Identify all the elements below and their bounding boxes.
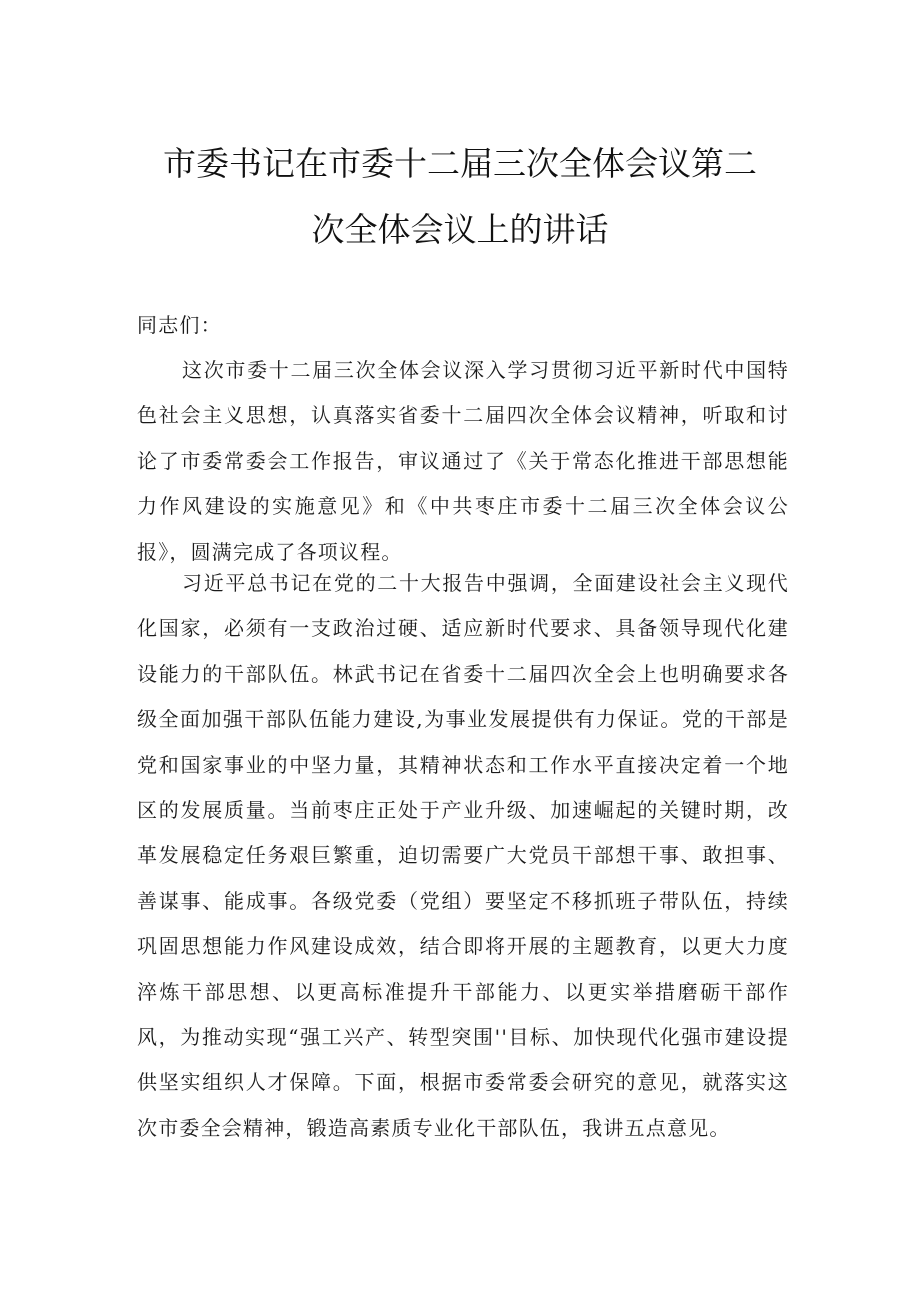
document-title-line-2: 次全体会议上的讲话	[311, 210, 609, 249]
paragraph-1: 这次市委十二届三次全体会议深入学习贯彻习近平新时代中国特色社会主义思想，认真落实省委十二届四次全体会议精神，听取和讨论了市委常委会工作报告，审议通过了《关于常态化推进干部思想能力作风建设的实施意见》和《中共枣庄市委十二届三次全体会议公报》，圆满完成了各项议程。	[137, 358, 789, 564]
salutation: 同志们：	[137, 313, 222, 337]
document-title-line-1: 市委书记在市委十二届三次全体会议第二	[163, 144, 757, 183]
paragraph-2: 习近平总书记在党的二十大报告中强调，全面建设社会主义现代化国家，必须有一支政治过硬、适应新时代要求、具备领导现代化建设能力的干部队伍。林武书记在省委十二届四次全会上也明确要求各级全面加强干部队伍能力建设,为事业发展提供有力保证。党的干部是党和国家事业的中坚力量，其精神状态和工作水平直接决定着一个地区的发展质量。当前枣庄正处于产业升级、加速崛起的关键时期，改革发展稳定任务艰巨繁重，迫切需要广大党员干部想干事、敢担事、善谋事、能成事。各级党委（党组）要坚定不移抓班子带队伍，持续巩固思想能力作风建设成效，结合即将开展的主题教育，以更大力度淬炼干部思想、以更高标准提升干部能力、以更实举措磨砺干部作风，为推动实现“强工兴产、转型突围''目标、加快现代化强市建设提供坚实组织人才保障。下面，根据市委常委会研究的意见，就落实这次市委全会精神，锻造高素质专业化干部队伍，我讲五点意见。	[137, 571, 789, 1140]
